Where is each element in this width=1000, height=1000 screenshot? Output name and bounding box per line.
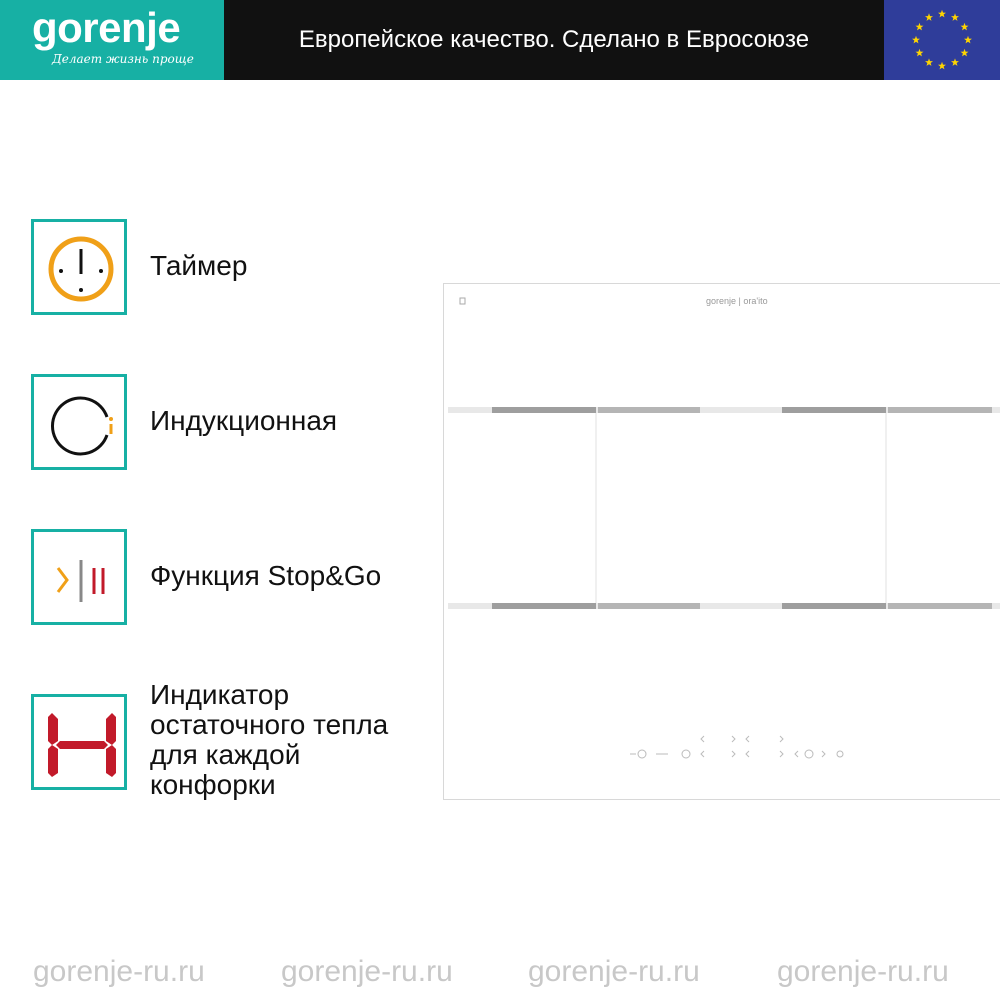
eu-star — [961, 23, 969, 31]
stop-go-icon — [31, 529, 127, 625]
watermark: gorenje-ru.ru — [33, 955, 205, 988]
watermark: gorenje-ru.ru — [528, 955, 700, 988]
hob-lower-divider — [448, 603, 1000, 609]
feature-label-line: конфорки — [150, 769, 276, 800]
induction-icon — [31, 374, 127, 470]
watermark: gorenje-ru.ru — [777, 955, 949, 988]
eu-star — [951, 58, 959, 66]
eu-star — [951, 13, 959, 21]
feature-label-induction: Индукционная — [150, 405, 338, 436]
induction-hob-image — [443, 283, 1000, 800]
hob-brand-mark: gorenje | ora'ito — [706, 296, 768, 306]
eu-star — [925, 58, 933, 66]
eu-star — [938, 10, 946, 18]
eu-star — [915, 23, 923, 31]
residual-heat-icon — [31, 694, 127, 790]
eu-star — [964, 36, 972, 44]
timer-icon — [31, 219, 127, 315]
eu-star — [915, 49, 923, 57]
brand-logo[interactable] — [0, 0, 224, 80]
eu-star — [925, 13, 933, 21]
feature-label-stop-go: Функция Stop&Go — [150, 560, 382, 591]
hob-upper-divider — [448, 407, 1000, 413]
eu-star — [961, 49, 969, 57]
header-bar — [0, 0, 1000, 80]
eu-flag-icon — [884, 0, 1000, 80]
eu-star — [938, 62, 946, 70]
feature-label-residual-heat — [150, 680, 388, 800]
feature-label-timer: Таймер — [150, 250, 248, 281]
hob-control-panel — [630, 736, 843, 758]
feature-label-line: для каждой — [150, 739, 301, 770]
header-tagline: Европейское качество. Сделано в Евросоюзе — [298, 26, 810, 53]
brand-slogan: Делает жизнь проще — [52, 52, 194, 66]
feature-label-line: Индикатор — [150, 679, 290, 710]
feature-label-line: остаточного тепла — [150, 709, 389, 740]
eu-star — [912, 36, 920, 44]
brand-name: gorenje — [32, 4, 181, 51]
watermark: gorenje-ru.ru — [281, 955, 453, 988]
